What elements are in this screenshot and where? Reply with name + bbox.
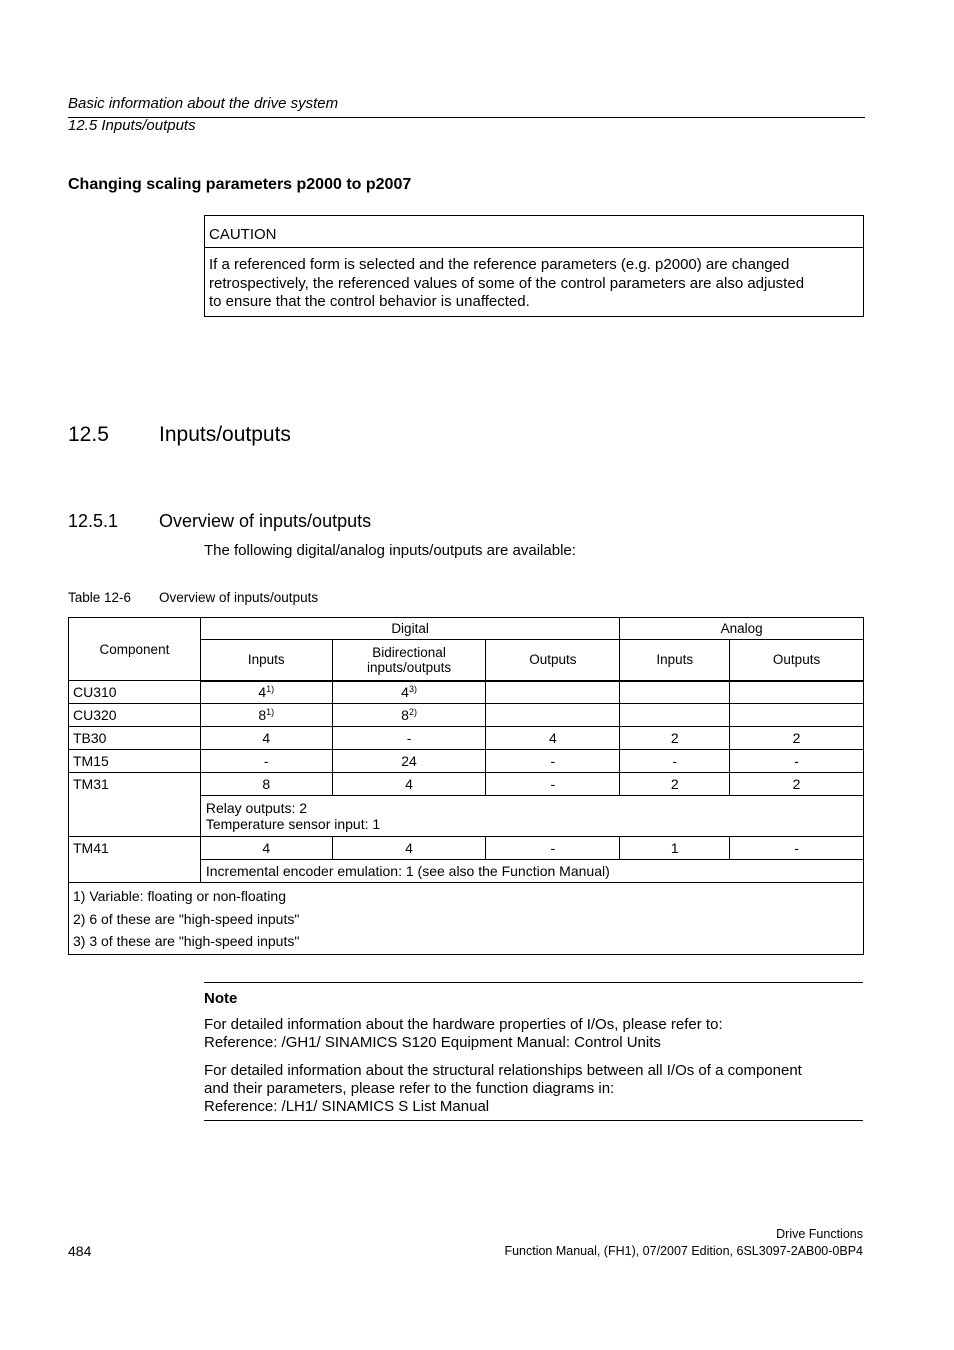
- analog-outputs-cell: -: [730, 837, 864, 860]
- footnote-ref: 2): [408, 707, 417, 717]
- footnote: 1) Variable: floating or non-floating: [73, 888, 286, 904]
- digital-inputs-cell: 4: [200, 727, 332, 750]
- bidir-cell: [332, 681, 486, 704]
- digital-outputs-cell: -: [486, 773, 620, 796]
- table-caption-title: Overview of inputs/outputs: [159, 590, 319, 605]
- footnote-ref: 1): [266, 684, 275, 695]
- note-line: Relay outputs: 2: [205, 800, 308, 816]
- intro-text: The following digital/analog inputs/outputs are available:: [204, 542, 576, 559]
- note-rule-bottom: [204, 1120, 863, 1121]
- table-row: [69, 704, 864, 727]
- header-analog: Analog: [620, 618, 864, 640]
- table-caption-number: Table 12-6: [68, 590, 132, 605]
- subsection-number: 12.5.1: [68, 511, 119, 531]
- io-overview-table: [68, 617, 864, 955]
- section-number: 12.5: [68, 423, 109, 446]
- note-line: For detailed information about the hardware properties of I/Os, please refer to:: [204, 1016, 723, 1033]
- header-component: Component: [69, 618, 201, 681]
- note-paragraph: [204, 1062, 863, 1116]
- running-header-section: 12.5 Inputs/outputs: [68, 117, 196, 134]
- digital-outputs-cell: [486, 681, 620, 704]
- component-name: TM41: [69, 837, 201, 883]
- analog-inputs-cell: 2: [620, 727, 730, 750]
- note-line: Temperature sensor input: 1: [205, 816, 381, 832]
- table-footnotes: [69, 883, 864, 955]
- footer-title: Drive Functions: [776, 1227, 863, 1241]
- caution-line: to ensure that the control behavior is unaffected.: [209, 293, 530, 310]
- footer-manual: Function Manual, (FH1), 07/2007 Edition, 6SL3097-2AB00-0BP4: [504, 1244, 863, 1258]
- subsection-title: Overview of inputs/outputs: [159, 511, 372, 531]
- caution-line: If a referenced form is selected and the reference parameters (e.g. p2000) are changed: [209, 256, 790, 273]
- digital-outputs-cell: 4: [486, 727, 620, 750]
- analog-outputs-cell: -: [730, 750, 864, 773]
- note-rule-top: [204, 982, 863, 983]
- header-bidirectional: [332, 640, 486, 681]
- analog-outputs-cell: 2: [730, 773, 864, 796]
- footnotes-cell: [69, 883, 864, 955]
- header-analog-outputs: Outputs: [730, 640, 864, 681]
- cell-value: 4: [401, 684, 409, 701]
- component-name: CU310: [69, 681, 201, 704]
- component-note: Incremental encoder emulation: 1 (see also the Function Manual): [200, 860, 863, 883]
- table-row: [69, 681, 864, 704]
- table-row: [69, 837, 864, 860]
- component-note: [200, 796, 863, 837]
- digital-inputs-cell: [200, 681, 332, 704]
- bidir-cell: 4: [332, 837, 486, 860]
- digital-outputs-cell: -: [486, 837, 620, 860]
- bidir-cell: [332, 704, 486, 727]
- digital-outputs-cell: -: [486, 750, 620, 773]
- cell-value: 8: [258, 707, 267, 723]
- note-line: For detailed information about the structural relationships between all I/Os of a component: [204, 1062, 802, 1079]
- caution-box: [204, 215, 864, 317]
- table-row: [69, 727, 864, 750]
- header-bidir-line: Bidirectional: [372, 644, 446, 660]
- analog-inputs-cell: 1: [620, 837, 730, 860]
- analog-outputs-cell: [730, 681, 864, 704]
- analog-inputs-cell: -: [620, 750, 730, 773]
- note-line: Reference: /GH1/ SINAMICS S120 Equipment Manual: Control Units: [204, 1034, 661, 1051]
- scaling-heading: Changing scaling parameters p2000 to p2007: [68, 176, 412, 193]
- component-name: TM15: [69, 750, 201, 773]
- digital-inputs-cell: -: [200, 750, 332, 773]
- footnote: 3) 3 of these are "high-speed inputs": [73, 933, 300, 949]
- component-name: TM31: [69, 773, 201, 837]
- cell-value: 8: [401, 707, 409, 723]
- note-line: and their parameters, please refer to the function diagrams in:: [204, 1080, 615, 1097]
- cell-value: 4: [258, 684, 267, 701]
- analog-inputs-cell: [620, 681, 730, 704]
- note-line: Reference: /LH1/ SINAMICS S List Manual: [204, 1098, 490, 1115]
- footnote: 2) 6 of these are "high-speed inputs": [73, 910, 300, 927]
- running-header-chapter: Basic information about the drive system: [68, 95, 339, 112]
- header-bidir-line: inputs/outputs: [367, 659, 452, 675]
- analog-inputs-cell: 2: [620, 773, 730, 796]
- digital-outputs-cell: [486, 704, 620, 727]
- table-row: [69, 773, 864, 796]
- digital-inputs-cell: [200, 704, 332, 727]
- note-paragraph: [204, 1016, 863, 1052]
- caution-title: CAUTION: [205, 216, 863, 248]
- header-digital-inputs: Inputs: [200, 640, 332, 681]
- note-title: Note: [204, 990, 238, 1007]
- footnote-ref: 1): [266, 707, 275, 717]
- table-row: [69, 750, 864, 773]
- caution-line: retrospectively, the referenced values of some of the control parameters are also adjusted: [209, 274, 805, 292]
- analog-inputs-cell: [620, 704, 730, 727]
- component-name: CU320: [69, 704, 201, 727]
- header-analog-inputs: Inputs: [620, 640, 730, 681]
- header-digital: Digital: [200, 618, 619, 640]
- section-title: Inputs/outputs: [159, 423, 291, 446]
- component-name: TB30: [69, 727, 201, 750]
- bidir-cell: -: [332, 727, 486, 750]
- caution-body: [205, 248, 863, 316]
- analog-outputs-cell: [730, 704, 864, 727]
- analog-outputs-cell: 2: [730, 727, 864, 750]
- footnote-ref: 3): [408, 684, 417, 695]
- header-digital-outputs: Outputs: [486, 640, 620, 681]
- digital-inputs-cell: 4: [200, 837, 332, 860]
- bidir-cell: 4: [332, 773, 486, 796]
- bidir-cell: 24: [332, 750, 486, 773]
- digital-inputs-cell: 8: [200, 773, 332, 796]
- page-number: 484: [68, 1243, 92, 1259]
